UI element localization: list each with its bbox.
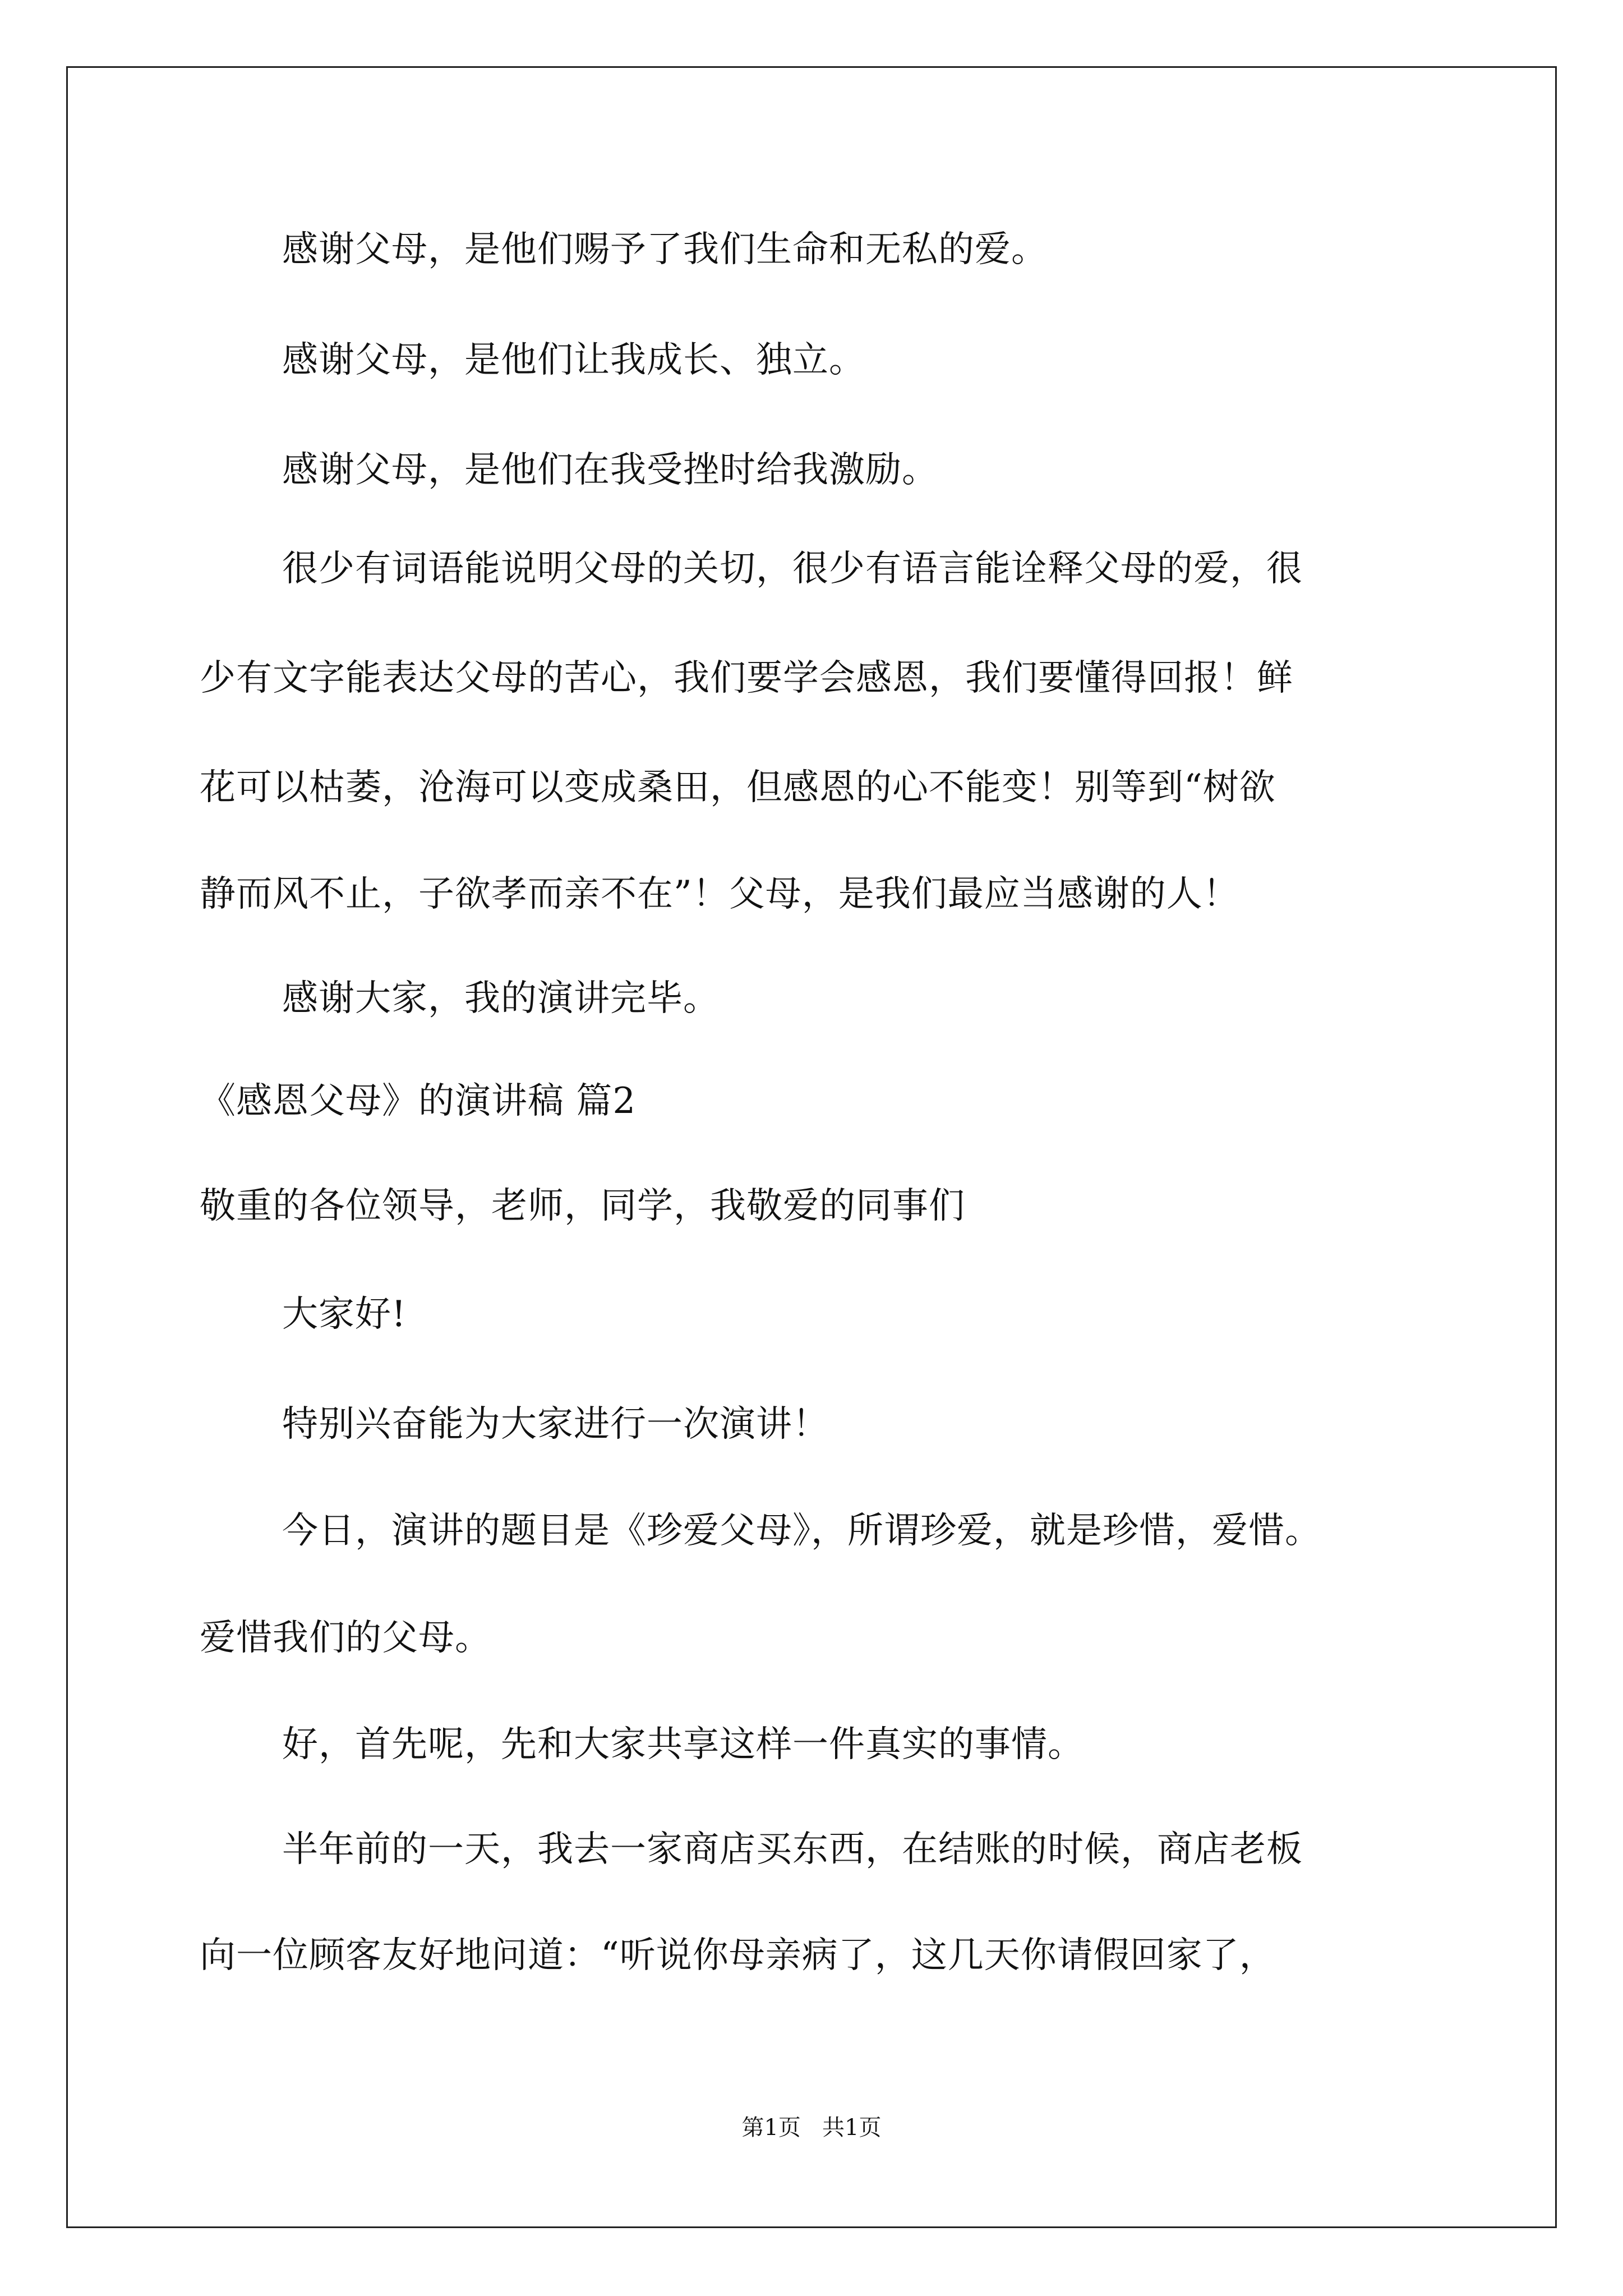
paragraph-line: 爱惜我们的父母。 [200,1617,491,1659]
paragraph-line: 特别兴奋能为大家进行一次演讲！ [282,1404,829,1445]
paragraph-line: 好，首先呢，先和大家共享这样一件真实的事情。 [282,1724,1084,1765]
paragraph-line: 感谢父母，是他们赐予了我们生命和无私的爱。 [282,229,1048,270]
paragraph-line: 很少有词语能说明父母的关切，很少有语言能诠释父母的爱，很 [282,548,1303,590]
paragraph-line: 感谢父母，是他们在我受挫时给我激励。 [282,449,938,491]
paragraph-line: 感谢父母，是他们让我成长、独立。 [282,339,865,381]
paragraph-line: 花可以枯萎，沧海可以变成桑田，但感恩的心不能变！别等到“树欲 [200,767,1276,808]
paragraph-line: 感谢大家，我的演讲完毕。 [282,978,720,1019]
section-heading: 《感恩父母》的演讲稿 篇2 [200,1080,637,1122]
page-border [66,66,1557,2228]
paragraph-line: 今日，演讲的题目是《珍爱父母》，所谓珍爱，就是珍惜，爱惜。 [282,1510,1321,1552]
paragraph-line: 大家好! [282,1294,407,1335]
paragraph-line: 半年前的一天，我去一家商店买东西，在结账的时候，商店老板 [282,1829,1303,1870]
salutation-line: 敬重的各位领导，老师，同学，我敬爱的同事们 [200,1185,965,1227]
paragraph-line: 静而风不止，子欲孝而亲不在”！父母，是我们最应当感谢的人！ [200,873,1239,915]
paragraph-line: 少有文字能表达父母的苦心，我们要学会感恩，我们要懂得回报！鲜 [200,657,1293,699]
paragraph-line: 向一位顾客友好地问道：“听说你母亲病了，这几天你请假回家了， [200,1935,1276,1976]
page-number-footer: 第1页 共1页 [741,2115,882,2141]
